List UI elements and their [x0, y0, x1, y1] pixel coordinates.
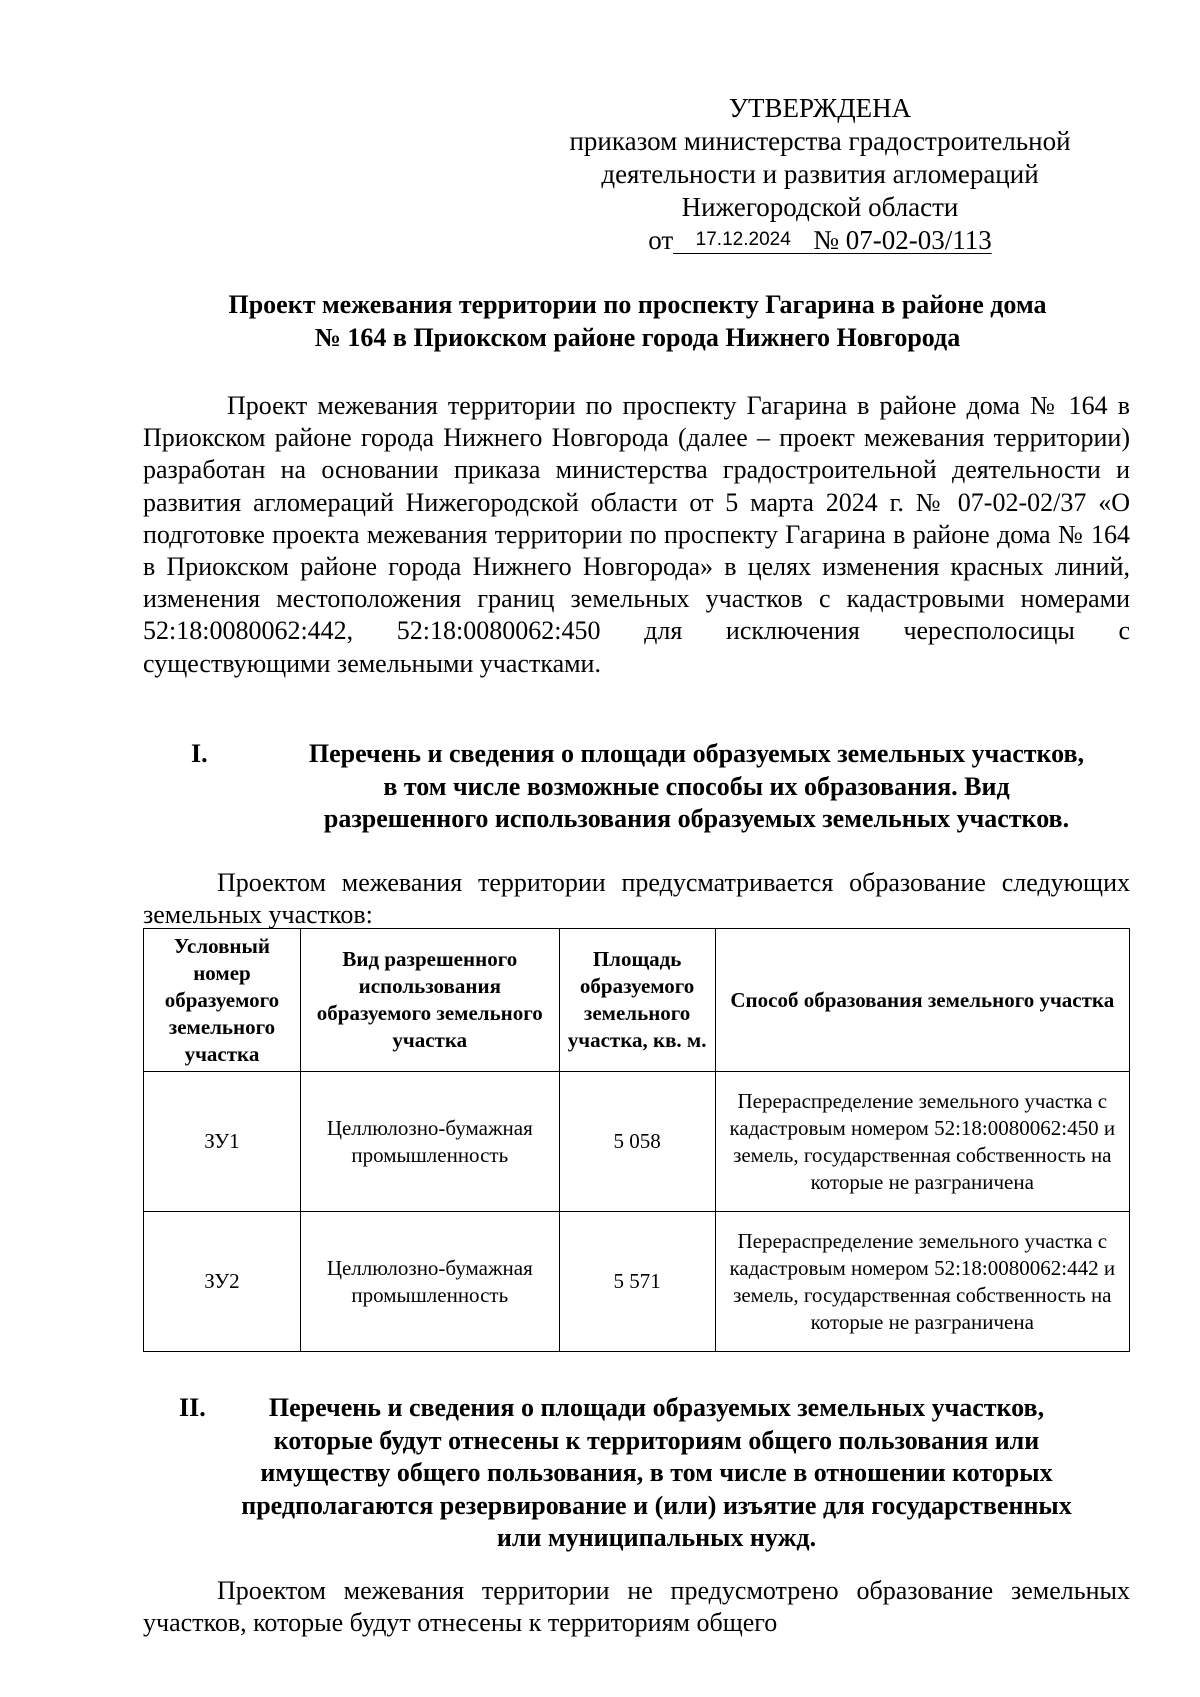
cell-permitted-use: Целлюлозно-бумажная промышленность: [300, 1072, 559, 1212]
header-permitted-use: Вид разрешенного использования образуемого земельного участка: [300, 929, 559, 1072]
cell-permitted-use: Целлюлозно-бумажная промышленность: [300, 1212, 559, 1352]
title-line-2: № 164 в Приокском районе города Нижнего Новгорода: [314, 323, 961, 352]
approval-line-4: Нижегородской области: [681, 192, 959, 222]
cell-plot-number: ЗУ1: [144, 1072, 301, 1212]
date-prefix: от: [648, 225, 674, 255]
table-row: [144, 1072, 1130, 1212]
section-1-paragraph: Проектом межевания территории предусматривается образование следующих земельных участков:: [143, 868, 1130, 930]
cell-plot-number: ЗУ2: [144, 1212, 301, 1352]
intro-paragraph: Проект межевания территории по проспекту Гагарина в районе дома № 164 в Приокском районе города Нижнего Новгорода (далее – проект межевания территории) разработан на основании приказа министерства градостроительной деятельности и развития агломераций Нижегородской области от 5 марта 2024 г. № 07-02-02/37 «О подготовке проекта межевания территории по проспекту Гагарина в районе дома № 164 в Приокском районе города Нижнего Новгорода» в целях изменения красных линий, изменения местоположения границ земельных участков с кадастровыми номерами 52:18:0080062:442, 52:18:0080062:450 для исключения чересполосицы с существующими земельными участками.: [143, 391, 1130, 678]
approval-line-2: приказом министерства градостроительной: [569, 126, 1071, 156]
cell-formation-method: Перераспределение земельного участка с кадастровым номером 52:18:0080062:442 и земель, государственная собственность на которые не разграничена: [715, 1212, 1129, 1352]
approval-date-line: [560, 224, 1080, 258]
title-line-1: Проект межевания территории по проспекту Гагарина в районе дома: [228, 290, 1047, 319]
land-plots-table: [143, 928, 1130, 1352]
approval-date: 17.12.2024: [673, 227, 813, 254]
section-2-number: II.: [179, 1393, 206, 1422]
section-2-line-2: которые будут отнесены к территориям общего пользования или: [273, 1425, 1040, 1455]
header-area: Площадь образуемого земельного участка, кв. м.: [559, 929, 715, 1072]
section-1-line-3: разрешенного использования образуемых земельных участков.: [323, 804, 1070, 833]
section-1-heading: [143, 738, 1130, 836]
section-2-heading: [143, 1392, 1130, 1555]
table-row: [144, 1212, 1130, 1352]
approval-number: № 07-02-03/113: [813, 225, 992, 255]
cell-area: 5 571: [559, 1212, 715, 1352]
section-2-line-4: предполагаются резервирование и (или) изъятие для государственных: [241, 1490, 1072, 1520]
document-title: [145, 288, 1130, 354]
cell-area: 5 058: [559, 1072, 715, 1212]
approval-line-3: деятельности и развития агломераций: [601, 159, 1039, 189]
section-2-paragraph: Проектом межевания территории не предусмотрено образование земельных участков, которые будут отнесены к территориям общего: [143, 1576, 1130, 1638]
header-plot-number: Условный номер образуемого земельного участка: [144, 929, 301, 1072]
section-1-number: I.: [191, 739, 208, 768]
section-2-line-1: Перечень и сведения о площади образуемых земельных участков,: [268, 1393, 1045, 1422]
header-formation-method: Способ образования земельного участка: [715, 929, 1129, 1072]
section-2-line-5: или муниципальных нужд.: [496, 1523, 817, 1552]
cell-formation-method: Перераспределение земельного участка с кадастровым номером 52:18:0080062:450 и земель, государственная собственность на которые не разграничена: [715, 1072, 1129, 1212]
table-header-row: [144, 929, 1130, 1072]
section-1-line-1: Перечень и сведения о площади образуемых земельных участков,: [308, 739, 1085, 768]
section-1-line-2: в том числе возможные способы их образования. Вид: [383, 771, 1010, 801]
section-2-line-3: имуществу общего пользования, в том числе в отношении которых: [260, 1458, 1053, 1487]
approval-heading: УТВЕРЖДЕНА: [728, 93, 912, 123]
approval-stamp: [560, 92, 1080, 258]
